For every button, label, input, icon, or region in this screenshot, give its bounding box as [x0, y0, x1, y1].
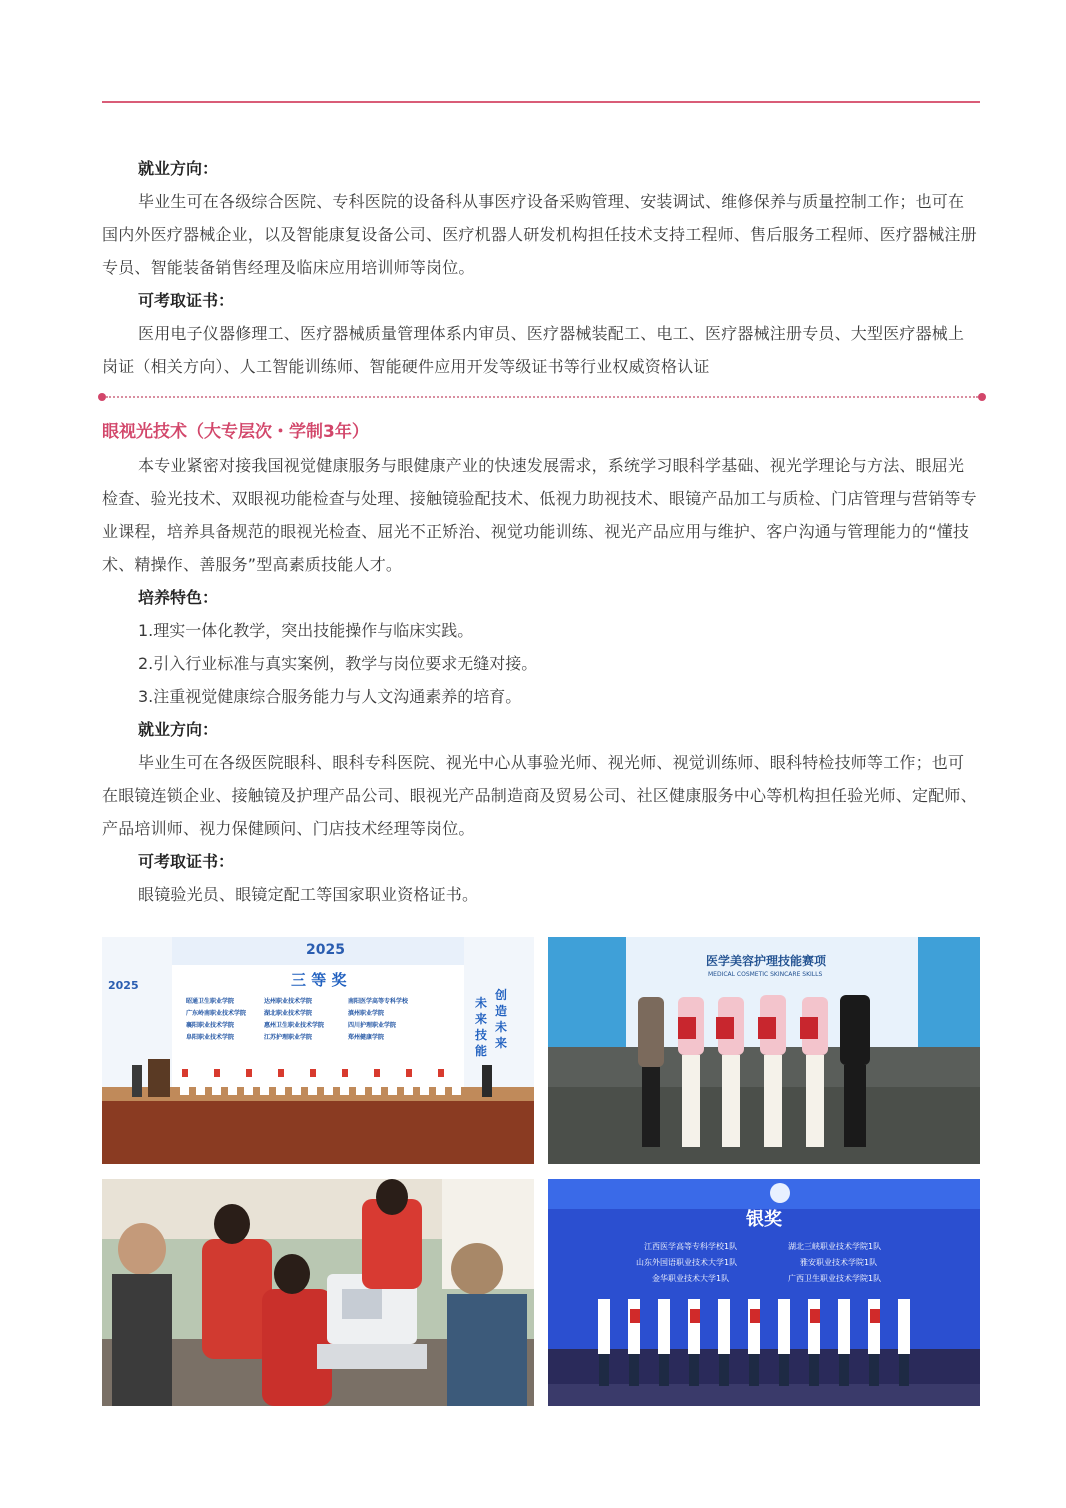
section-divider: [98, 392, 986, 402]
p1-side-char: 技: [475, 1028, 488, 1042]
section-title: 眼视光技术（大专层次・学制3年）: [102, 422, 369, 442]
p1-school: 昭通卫生职业学院: [186, 998, 235, 1005]
p1-award: 三 等 奖: [291, 971, 347, 989]
p1-school: 江苏护理职业学院: [264, 1034, 313, 1041]
p1-school: 广东岭南职业技术学院: [186, 1010, 247, 1017]
p1-school: 滇州职业学院: [348, 1010, 385, 1017]
p4-team: 江西医学高等专科学校1队: [644, 1242, 738, 1251]
photo-skills-group-illustration: [548, 937, 980, 1164]
photo-skills-group: [548, 937, 980, 1164]
employment-text: 毕业生可在各级医院眼科、眼科专科医院、视光中心从事验光师、视光师、视觉训练师、眼科特检技师等工作；也可在眼镜连锁企业、接触镜及护理产品公司、眼视光产品制造商及贸易公司、社区健康服务中心等机构担任验光师、定配师、产品培训师、视力保健顾问、门店技术经理等岗位。: [102, 753, 977, 838]
optometry-intro: 本专业紧密对接我国视觉健康服务与眼健康产业的快速发展需求，系统学习眼科学基础、视光学理论与方法、眼屈光检查、验光技术、双眼视功能检查与处理、接触镜验配技术、低视力助视技术、眼镜产品加工与质检、门店管理与营销等专业课程，培养具备规范的眼视光检查、屈光不正矫治、视觉功能训练、视光产品应用与维护、客户沟通与管理能力的“懂技术、精操作、善服务”型高素质技能人才。: [102, 456, 977, 574]
p1-school: 达州职业技术学院: [264, 998, 313, 1005]
p1-side-char: 创: [495, 988, 508, 1002]
photo-award-ceremony: [102, 937, 534, 1164]
p1-side-char: 来: [475, 1012, 488, 1026]
p1-side-char: 未: [495, 1020, 508, 1034]
p1-school: 四川护理职业学院: [348, 1022, 397, 1029]
photo-award-ceremony-illustration: [102, 937, 534, 1164]
p4-team: 广西卫生职业技术学院1队: [788, 1274, 882, 1283]
divider-dots: [106, 396, 978, 398]
p1-school: 阜阳职业技术学院: [186, 1034, 235, 1041]
p1-year: 2025: [306, 942, 345, 958]
p1-school: 惠州卫生职业技术学院: [264, 1022, 325, 1029]
divider-dot-left: [98, 393, 106, 401]
photo-silver-award-illustration: [548, 1179, 980, 1406]
p4-team: 雅安职业技术学院1队: [800, 1258, 878, 1267]
photo-silver-award: [548, 1179, 980, 1406]
p1-side-char: 造: [495, 1004, 508, 1018]
feature-item: 1.理实一体化教学，突出技能操作与临床实践。: [138, 621, 474, 640]
feature-item: 2.引入行业标准与真实案例，教学与岗位要求无缝对接。: [138, 654, 538, 673]
cert-text: 眼镜验光员、眼镜定配工等国家职业资格证书。: [138, 885, 479, 904]
divider-dot-right: [978, 393, 986, 401]
photo-eye-exam-illustration: [102, 1179, 534, 1406]
p1-side-char: 未: [475, 996, 488, 1010]
photo-eye-exam: [102, 1179, 534, 1406]
p1-side-char: 来: [495, 1036, 508, 1050]
p4-team: 湖北三峡职业技术学院1队: [788, 1242, 882, 1251]
optometry-section: [102, 449, 980, 911]
p1-school: 襄阳职业技术学院: [186, 1022, 235, 1029]
employment-label: 就业方向：: [138, 159, 219, 178]
p1-school: 南阳医学高等专科学校: [348, 998, 409, 1005]
top-rule: [102, 101, 980, 103]
p1-school: 湖北职业技术学院: [264, 1010, 313, 1017]
cert-label: 可考取证书：: [138, 291, 235, 310]
top-section: [102, 152, 980, 383]
features-label: 培养特色：: [138, 588, 219, 607]
p1-side-year: 2025: [108, 979, 139, 992]
employment-label: 就业方向：: [138, 720, 219, 739]
p4-award: 银奖: [746, 1209, 782, 1230]
cert-text: 医用电子仪器修理工、医疗器械质量管理体系内审员、医疗器械装配工、电工、医疗器械注册专员、大型医疗器械上岗证（相关方向）、人工智能训练师、智能硬件应用开发等级证书等行业权威资格认证: [102, 324, 965, 376]
p1-side-char: 能: [475, 1044, 488, 1058]
p2-banner-title: 医学美容护理技能赛项: [706, 954, 827, 968]
feature-item: 3.注重视觉健康综合服务能力与人文沟通素养的培育。: [138, 687, 522, 706]
employment-text: 毕业生可在各级综合医院、专科医院的设备科从事医疗设备采购管理、安装调试、维修保养与质量控制工作；也可在国内外医疗器械企业，以及智能康复设备公司、医疗机器人研发机构担任技术支持工程师、售后服务工程师、医疗器械注册专员、智能装备销售经理及临床应用培训师等岗位。: [102, 192, 977, 277]
p4-team: 山东外国语职业技术大学1队: [636, 1258, 738, 1267]
p2-banner-sub: MEDICAL COSMETIC SKINCARE SKILLS: [708, 971, 823, 978]
p1-school: 郑州健康学院: [348, 1034, 385, 1041]
cert-label: 可考取证书：: [138, 852, 235, 871]
p4-team: 金华职业技术大学1队: [652, 1274, 730, 1283]
